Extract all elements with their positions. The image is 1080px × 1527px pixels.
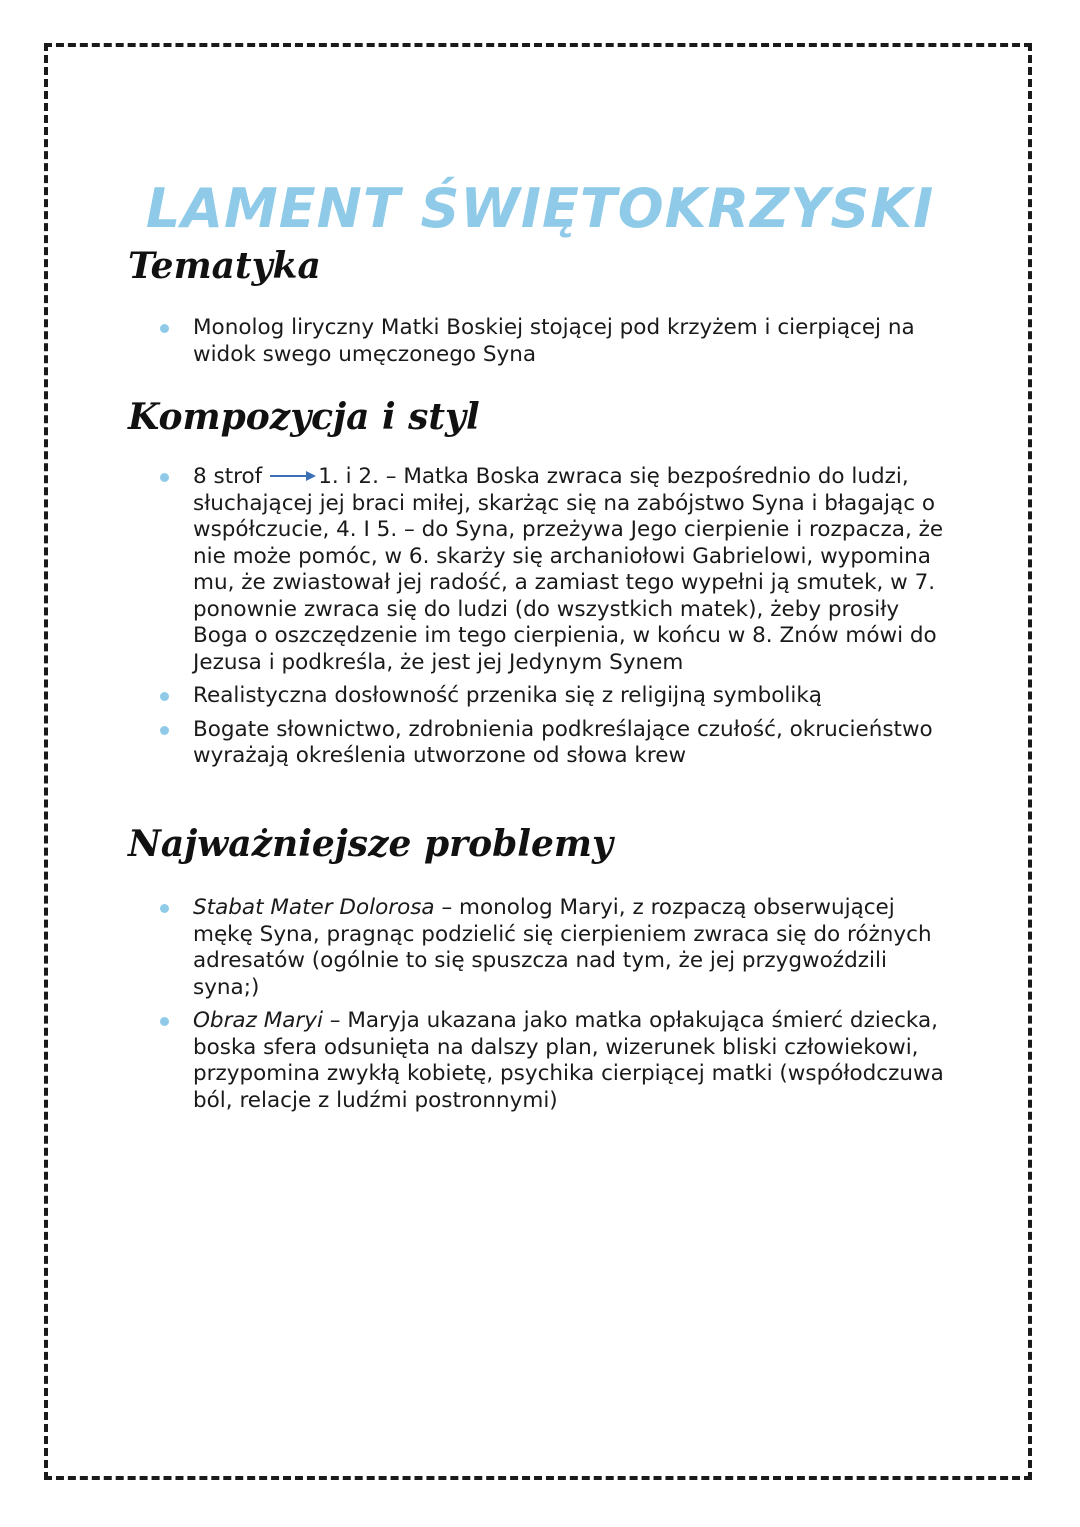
list-item-text: Bogate słownictwo, zdrobnienia podkreślające czułość, okrucieństwo wyrażają określenia utworzone od słowa krew bbox=[193, 716, 933, 768]
list-item-text: Realistyczna dosłowność przenika się z religijną symboliką bbox=[193, 683, 822, 708]
tematyka-list bbox=[160, 315, 960, 375]
list-item bbox=[160, 1008, 960, 1114]
kompozycja-list bbox=[160, 464, 960, 777]
bullet-icon bbox=[160, 473, 169, 482]
bullet-icon bbox=[160, 324, 169, 333]
list-item bbox=[160, 315, 960, 368]
list-item-lead: 8 strof bbox=[193, 464, 263, 489]
list-item bbox=[160, 464, 960, 676]
list-item-text: – Maryja ukazana jako matka opłakująca śmierć dziecka, boska sfera odsunięta na dalszy plan, wizerunek bliski człowiekowi, przypomina zwykłą kobietę, psychika cierpiącej matki (współodczuwa ból, relacje z ludźmi postronnymi) bbox=[193, 1008, 944, 1113]
bullet-icon bbox=[160, 904, 169, 913]
list-item-text: Monolog liryczny Matki Boskiej stojącej pod krzyżem i cierpiącej na widok swego umęczonego Syna bbox=[193, 315, 915, 367]
section-heading-tematyka: Tematyka bbox=[128, 245, 321, 287]
list-item bbox=[160, 717, 960, 770]
bullet-icon bbox=[160, 692, 169, 701]
list-item-term: Stabat Mater Dolorosa bbox=[193, 895, 435, 920]
page-title: LAMENT ŚWIĘTOKRZYSKI bbox=[145, 177, 935, 241]
bullet-icon bbox=[160, 726, 169, 735]
section-heading-kompozycja: Kompozycja i styl bbox=[128, 396, 480, 438]
problemy-list bbox=[160, 895, 960, 1121]
list-item-text: 1. i 2. – Matka Boska zwraca się bezpośrednio do ludzi, słuchającej jej braci miłej, skarżąc się na zabójstwo Syna i błagając o współczucie, 4. I 5. – do Syna, przeżywa Jego cierpienie i rozpacza, że nie może pomóc, w 6. skarży się archaniołowi Gabrielowi, wypomina mu, że zwiastował jej radość, a zamiast tego wypełni ją smutek, w 7. ponownie zwraca się do ludzi (do wszystkich matek), żeby prosiły Boga o oszczędzenie im tego cierpienia, w końcu w 8. Znów mówi do Jezusa i podkreśla, że jest jej Jedynym Synem bbox=[193, 464, 944, 675]
bullet-icon bbox=[160, 1017, 169, 1026]
list-item-text: – monolog Maryi, z rozpaczą obserwującej mękę Syna, pragnąc podzielić się cierpieniem zwraca się do różnych adresatów (ogólnie to się spuszcza nad tym, że jej przygwoździli syna;) bbox=[193, 895, 932, 1000]
list-item-term: Obraz Maryi bbox=[193, 1008, 323, 1033]
right-arrow-icon bbox=[270, 469, 316, 483]
list-item bbox=[160, 683, 960, 710]
list-item bbox=[160, 895, 960, 1001]
section-heading-problemy: Najważniejsze problemy bbox=[128, 823, 613, 865]
